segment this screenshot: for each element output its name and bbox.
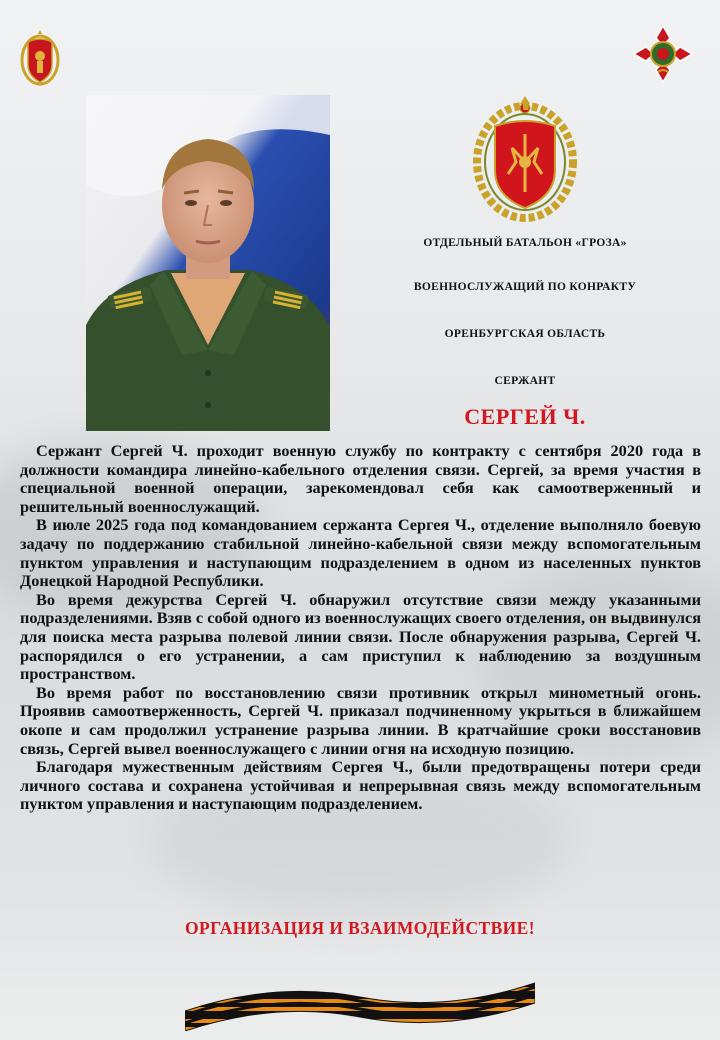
motto: ОРГАНИЗАЦИЯ И ВЗАИМОДЕЙСТВИЕ! [185, 918, 535, 938]
rank-label: СЕРЖАНТ [494, 375, 556, 387]
unit-name: ОТДЕЛЬНЫЙ БАТАЛЬОН «ГРОЗА» [423, 237, 627, 249]
story-paragraph: Во время работ по восстановлению связи противник открыл минометный огонь. Проявив самоотверженность, Сергей Ч. приказал подчиненному укрыться в ближайшем окопе и сам продолжил устранение разрыва линии. В кратчайшие сроки восстановив связь, Сергей вывел военнослужащего с линии огня на исходную позицию. [20, 682, 701, 758]
st-george-ribbon-icon [185, 975, 535, 1031]
order-cross-icon [632, 24, 694, 84]
service-type: ВОЕННОСЛУЖАЩИЙ ПО КОНРАКТУ [413, 281, 637, 293]
story-paragraph: Сержант Сергей Ч. проходит военную службу по контракту с сентября 2020 года в должности командира линейно-кабельного отделения связи. Сергей, за время участия в специальной военной операции, зарекомендовал себя как самоотверженный и решительный военнослужащий. [20, 441, 701, 516]
story-text [20, 442, 701, 814]
district-emblem-icon [20, 28, 60, 88]
story-paragraph: Благодаря мужественным действиям Сергея Ч., были предотвращены потери среди личного состава и сохранена устойчивая и непрерывная связь между вспомогательным пунктом управления и наступающим подразделением. [20, 757, 701, 814]
region-name: ОРЕНБУРГСКАЯ ОБЛАСТЬ [444, 328, 606, 340]
soldier-name: СЕРГЕЙ Ч. [464, 404, 586, 429]
signal-troops-emblem-icon [472, 92, 578, 222]
soldier-photo [86, 95, 330, 431]
story-paragraph: Во время дежурства Сергей Ч. обнаружил отсутствие связи между указанными подразделениями. Взяв с собой одного из военнослужащих своего отделения, он выдвинулся для поиска места разрыва полевой линии связи. После обнаружения разрыва, Сергей Ч. распорядился о его устранении, а сам приступил к наблюдению за воздушным пространством. [20, 589, 701, 684]
story-paragraph: В июле 2025 года под командованием сержанта Сергея Ч., отделение выполняло боевую задачу по поддержанию стабильной линейно-кабельной связи между вспомогательным пунктом управления и наступающим подразделением в одном из населенных пунктов Донецкой Народной Республики. [20, 515, 701, 591]
